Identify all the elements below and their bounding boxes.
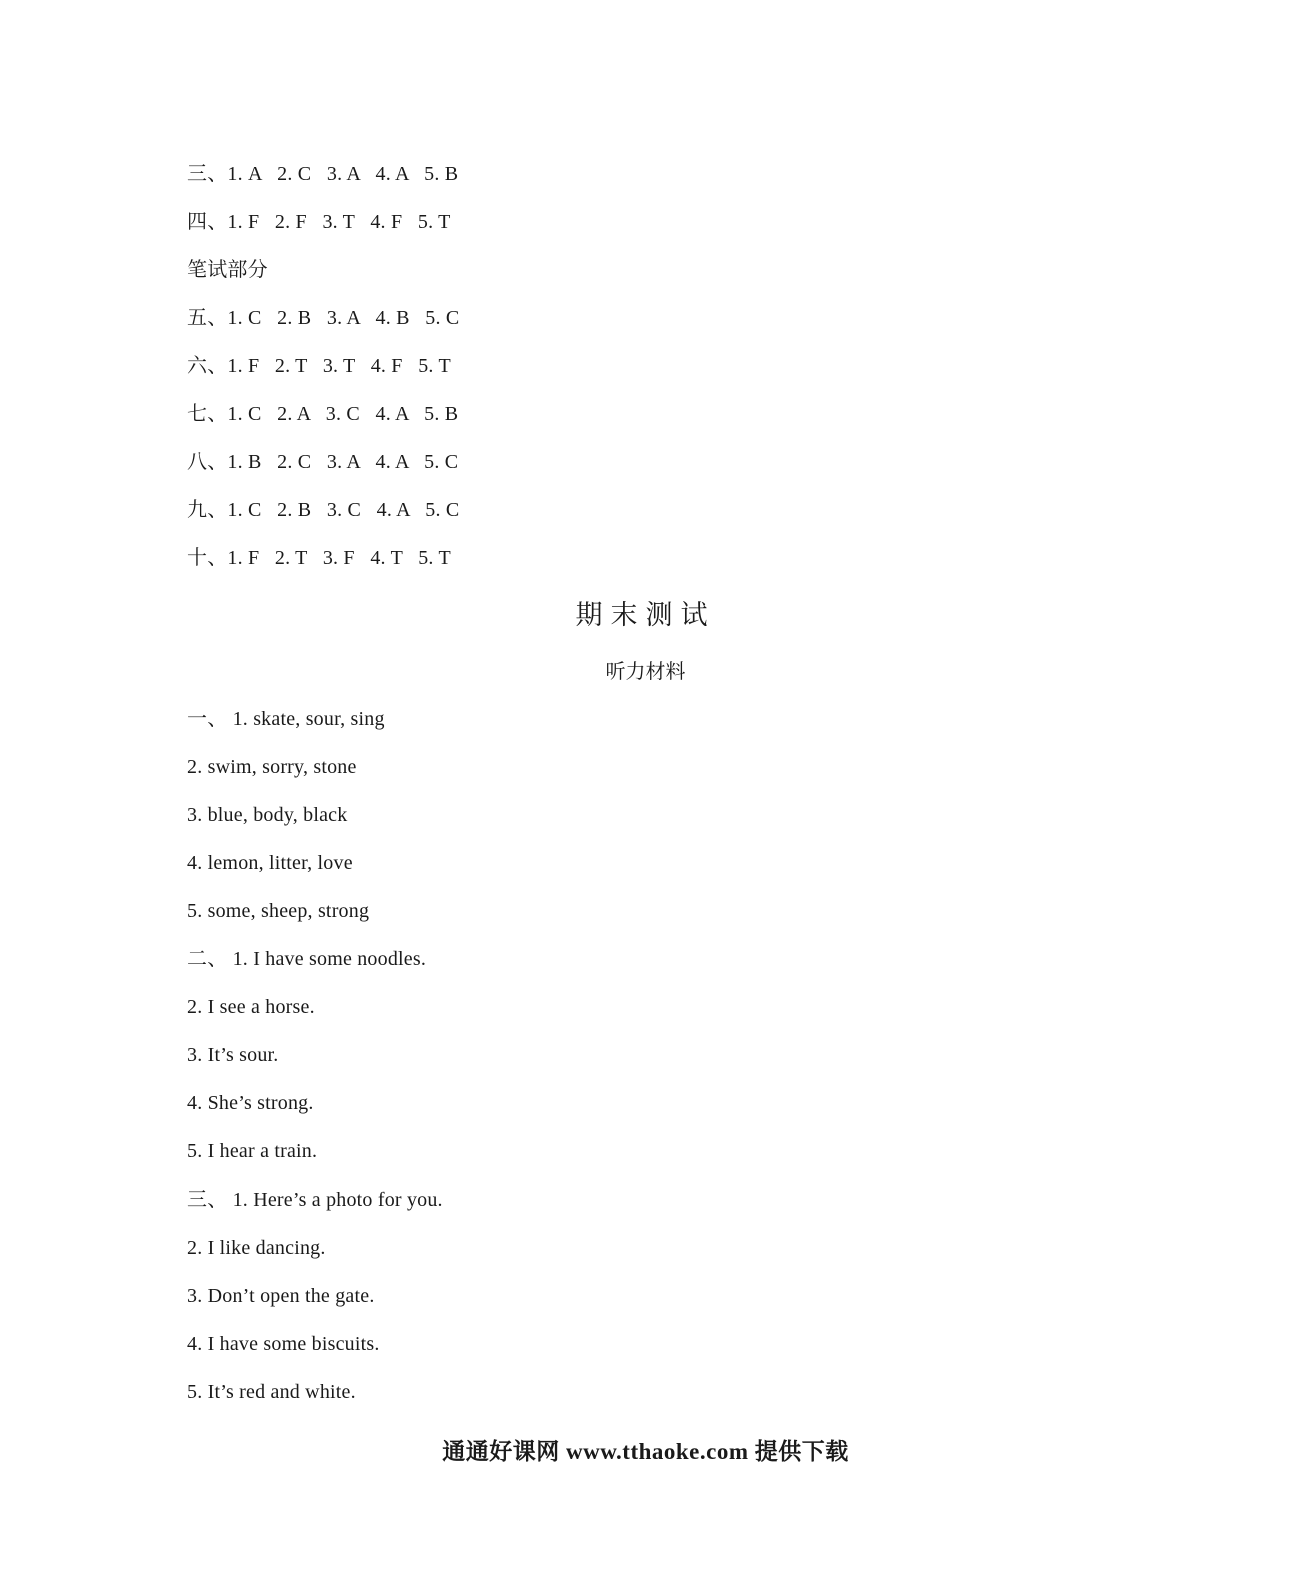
answer-line-10: 十、1. F 2. T 3. F 4. T 5. T (187, 547, 451, 569)
answer-line-9: 九、1. C 2. B 3. C 4. A 5. C (187, 499, 460, 521)
section-subtitle: 听力材料 (605, 661, 686, 683)
listening-line: 2. I like dancing. (187, 1237, 326, 1259)
listening-line: 3. It’s sour. (187, 1044, 279, 1066)
listening-line: 二、 1. I have some noodles. (187, 948, 427, 970)
listening-line: 4. lemon, litter, love (187, 852, 353, 874)
listening-line: 4. I have some biscuits. (187, 1333, 380, 1355)
listening-line: 5. I hear a train. (187, 1140, 318, 1162)
answer-line-7: 七、1. C 2. A 3. C 4. A 5. B (187, 403, 459, 425)
written-part-heading: 笔试部分 (187, 259, 268, 281)
listening-line: 3. Don’t open the gate. (187, 1285, 375, 1307)
answer-line-4: 四、1. F 2. F 3. T 4. F 5. T (187, 211, 451, 233)
listening-line: 4. She’s strong. (187, 1092, 314, 1114)
listening-line: 三、 1. Here’s a photo for you. (187, 1189, 443, 1211)
listening-line: 5. some, sheep, strong (187, 900, 370, 922)
listening-line: 一、 1. skate, sour, sing (187, 708, 385, 730)
answer-line-8: 八、1. B 2. C 3. A 4. A 5. C (187, 451, 459, 473)
answer-line-3: 三、1. A 2. C 3. A 4. A 5. B (187, 163, 459, 185)
footer-credit: 通通好课网 www.tthaoke.com 提供下载 (442, 1439, 849, 1464)
listening-line: 5. It’s red and white. (187, 1381, 356, 1403)
answer-line-5: 五、1. C 2. B 3. A 4. B 5. C (187, 307, 460, 329)
listening-line: 2. swim, sorry, stone (187, 756, 357, 778)
section-title: 期末测试 (575, 600, 716, 630)
listening-line: 2. I see a horse. (187, 996, 315, 1018)
listening-line: 3. blue, body, black (187, 804, 348, 826)
answer-line-6: 六、1. F 2. T 3. T 4. F 5. T (187, 355, 451, 377)
